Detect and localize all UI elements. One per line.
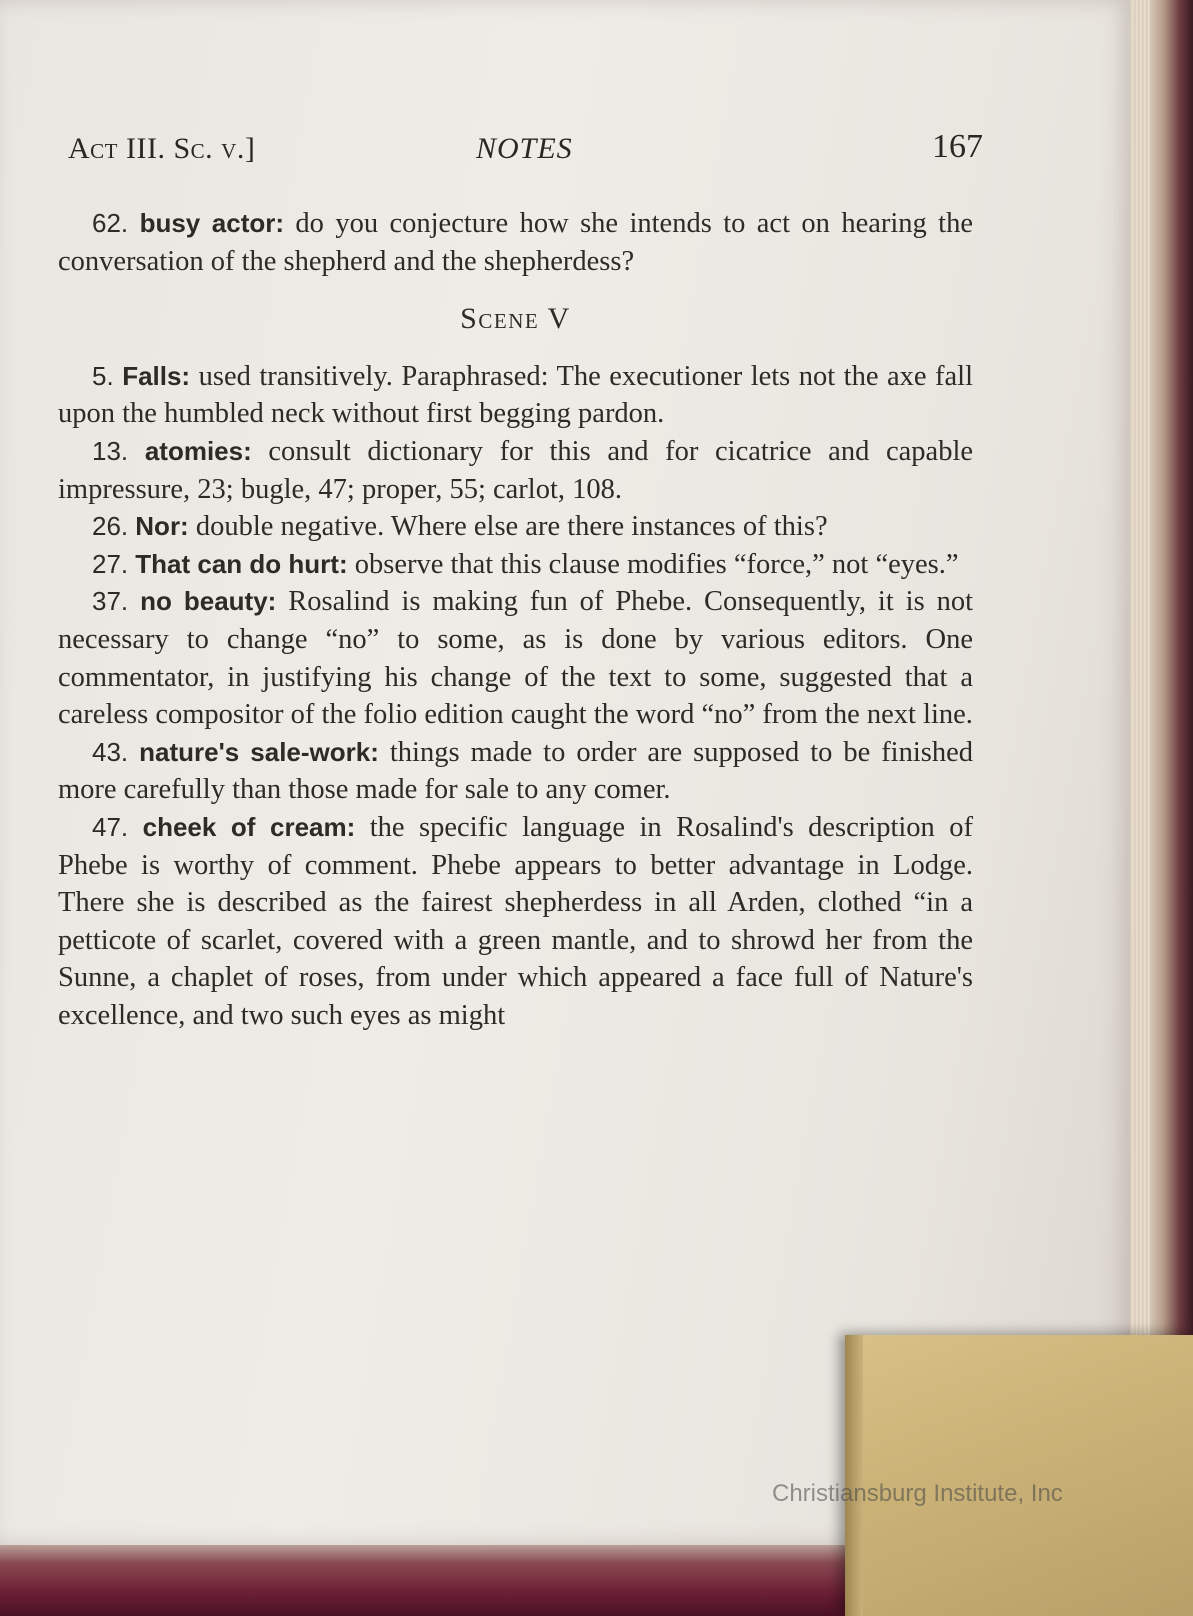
running-header [68, 128, 983, 172]
note-paragraph [58, 358, 973, 433]
note-number: 43. [92, 736, 129, 767]
watermark: Christiansburg Institute, Inc [772, 1480, 1063, 1507]
note-paragraph [58, 433, 973, 508]
note-term: atomies: [144, 435, 252, 466]
note-paragraph [58, 734, 973, 809]
note-paragraph [58, 508, 973, 546]
note-text: used transitively. Paraphrased: The executioner lets not the axe fall upon the humbled neck without first begging pardon. [58, 360, 973, 430]
note-text: Rosalind is making fun of Phebe. Consequently, it is not necessary to change “no” to some, as is done by various editors. One commentator, in justifying his change of the text to some, suggested that a careless compositor of the folio edition caught the word “no” from the next line. [58, 586, 974, 731]
note-term: Nor: [135, 511, 189, 542]
note-number: 13. [92, 435, 129, 466]
scene-heading: Scene V [460, 302, 571, 336]
note-number: 37. [92, 586, 129, 617]
header-act-scene: Act III. Sc. v.] [68, 132, 256, 165]
note-term: nature's sale-work: [139, 736, 379, 767]
note-paragraph [58, 583, 973, 733]
note-text: things made to order are supposed to be finished more carefully than those made for sale to any comer. [58, 736, 974, 806]
note-text: double negative. Where else are there instances of this? [188, 511, 828, 543]
note-text: consult dictionary for this and for cicatrice and capable impressure, 23; bugle, 47; proper, 55; carlot, 108. [58, 435, 974, 505]
note-text: the specific language in Rosalind's description of Phebe is worthy of comment. Phebe appears to better advantage in Lodge. There she is described as the fairest shepherdess in all Arden, clothed “in a petticote of scarlet, covered with a green mantle, and to shrowd her from the Sunne, a chaplet of roses, from under which appeared a face full of Nature's excellence, and two such eyes as might [58, 811, 973, 1031]
book-bottom-edge [0, 1540, 900, 1616]
note-text: observe that this clause modifies “force,” not “eyes.” [347, 548, 959, 580]
header-title: NOTES [476, 132, 573, 165]
page-number: 167 [932, 128, 983, 165]
wooden-block-edge [845, 1335, 863, 1616]
wooden-block [845, 1335, 1193, 1616]
note-number: 27. [92, 548, 129, 579]
note-paragraph [58, 809, 973, 1035]
note-term: no beauty: [140, 586, 277, 617]
note-text: do you conjecture how she intends to act on hearing the conversation of the shepherd and the shepherdess? [58, 208, 973, 277]
note-number: 62. [92, 208, 129, 238]
note-term: Falls: [122, 360, 191, 391]
notes-body [58, 205, 973, 1034]
note-number: 47. [92, 811, 129, 842]
note-term: busy actor: [139, 208, 285, 238]
note-term: cheek of cream: [142, 811, 356, 842]
note-number: 26. [92, 511, 129, 542]
note-number: 5. [92, 360, 114, 391]
note-paragraph [58, 205, 973, 280]
note-term: That can do hurt: [135, 548, 348, 579]
note-paragraph [58, 546, 973, 584]
